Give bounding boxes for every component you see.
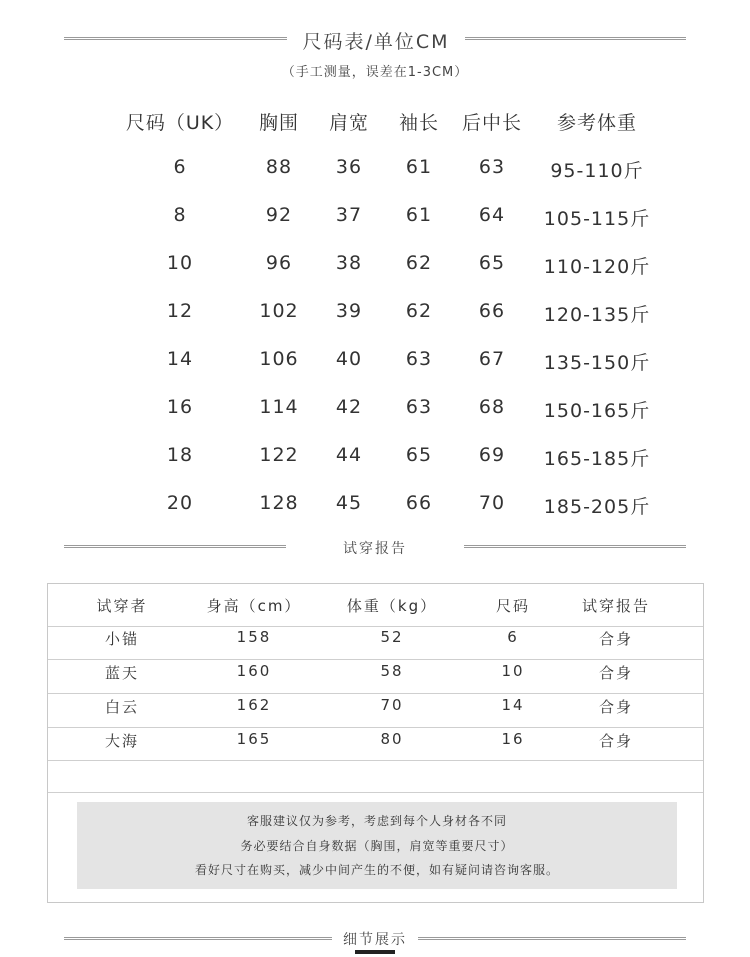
row-divider [48,727,703,728]
tester-name: 大海 [104,732,140,750]
header-height: 身高（cm） [206,597,302,615]
header-shoulder: 肩宽 [328,112,370,134]
weight-value: 105-115斤 [543,208,651,230]
title-rule-right [465,37,686,40]
tester-size: 6 [507,628,519,646]
size-value: 10 [166,252,194,274]
sleeve-value: 61 [405,204,433,226]
size-row [0,156,750,186]
chest-value: 92 [265,204,293,226]
size-chart-subtitle: （手工测量，误差在1-3CM） [281,65,469,80]
header-size: 尺码（UK） [125,112,235,134]
sleeve-value: 65 [405,444,433,466]
trial-report-title: 试穿报告 [343,541,407,557]
header-ref-weight: 参考体重 [556,112,638,134]
tester-weight: 70 [380,696,404,714]
weight-value: 135-150斤 [543,352,651,374]
customer-service-notice [77,802,677,889]
tester-weight: 80 [380,730,404,748]
back-length-value: 64 [478,204,506,226]
notice-line-1: 客服建议仅为参考，考虑到每个人身材各不同 [246,814,507,828]
back-length-value: 67 [478,348,506,370]
tester-height: 160 [236,662,272,680]
chest-value: 88 [265,156,293,178]
size-row [0,444,750,474]
report-rule-left [64,545,286,548]
sleeve-value: 61 [405,156,433,178]
tester-height: 162 [236,696,272,714]
tester-size: 10 [501,662,525,680]
weight-value: 185-205斤 [543,496,651,518]
tester-name: 小锚 [104,630,140,648]
tester-size: 14 [501,696,525,714]
size-row [0,348,750,378]
size-value: 12 [166,300,194,322]
report-row [48,730,703,752]
header-size: 尺码 [495,597,531,615]
header-weight: 体重（kg） [346,597,438,615]
size-row [0,252,750,282]
size-value: 20 [166,492,194,514]
weight-value: 165-185斤 [543,448,651,470]
chest-value: 102 [259,300,299,322]
shoulder-value: 38 [335,252,363,274]
weight-value: 95-110斤 [550,160,644,182]
chest-value: 96 [265,252,293,274]
shoulder-value: 36 [335,156,363,178]
chest-value: 114 [259,396,299,418]
report-row [48,696,703,718]
size-chart-header [0,108,750,138]
tester-report: 合身 [598,698,634,716]
size-row [0,300,750,330]
report-rule-right [464,545,686,548]
section-marker-bar [355,950,395,954]
report-header-row [48,595,703,617]
notice-line-3: 看好尺寸在购买，减少中间产生的不便，如有疑问请咨询客服。 [194,863,559,877]
row-divider [48,626,703,627]
size-value: 18 [166,444,194,466]
tester-name: 蓝天 [104,664,140,682]
header-chest: 胸围 [258,112,300,134]
size-chart-title: 尺码表/单位CM [302,31,450,53]
sleeve-value: 62 [405,252,433,274]
size-row [0,492,750,522]
detail-rule-right [418,937,686,940]
shoulder-value: 44 [335,444,363,466]
tester-height: 165 [236,730,272,748]
weight-value: 120-135斤 [543,304,651,326]
sleeve-value: 62 [405,300,433,322]
sleeve-value: 63 [405,396,433,418]
detail-rule-left [64,937,332,940]
shoulder-value: 40 [335,348,363,370]
size-value: 6 [173,156,187,178]
detail-section-title: 细节展示 [343,932,407,948]
shoulder-value: 37 [335,204,363,226]
tester-size: 16 [501,730,525,748]
tester-report: 合身 [598,630,634,648]
tester-report: 合身 [598,664,634,682]
header-report: 试穿报告 [581,597,651,615]
trial-report-table [47,583,704,903]
shoulder-value: 39 [335,300,363,322]
row-divider [48,693,703,694]
size-row [0,204,750,234]
header-sleeve: 袖长 [398,112,440,134]
report-row [48,628,703,650]
back-length-value: 65 [478,252,506,274]
title-rule-left [64,37,287,40]
tester-weight: 58 [380,662,404,680]
row-divider [48,760,703,761]
back-length-value: 66 [478,300,506,322]
weight-value: 110-120斤 [543,256,651,278]
header-tester: 试穿者 [96,597,148,615]
row-divider [48,659,703,660]
notice-line-2: 务必要结合自身数据（胸围，肩宽等重要尺寸） [240,839,514,853]
weight-value: 150-165斤 [543,400,651,422]
tester-report: 合身 [598,732,634,750]
report-row [48,662,703,684]
size-row [0,396,750,426]
size-value: 16 [166,396,194,418]
size-value: 14 [166,348,194,370]
chest-value: 106 [259,348,299,370]
chest-value: 122 [259,444,299,466]
back-length-value: 63 [478,156,506,178]
sleeve-value: 63 [405,348,433,370]
row-divider [48,792,703,793]
header-back-length: 后中长 [461,112,523,134]
tester-height: 158 [236,628,272,646]
tester-name: 白云 [104,698,140,716]
shoulder-value: 42 [335,396,363,418]
shoulder-value: 45 [335,492,363,514]
sleeve-value: 66 [405,492,433,514]
back-length-value: 68 [478,396,506,418]
back-length-value: 69 [478,444,506,466]
size-value: 8 [173,204,187,226]
back-length-value: 70 [478,492,506,514]
chest-value: 128 [259,492,299,514]
tester-weight: 52 [380,628,404,646]
